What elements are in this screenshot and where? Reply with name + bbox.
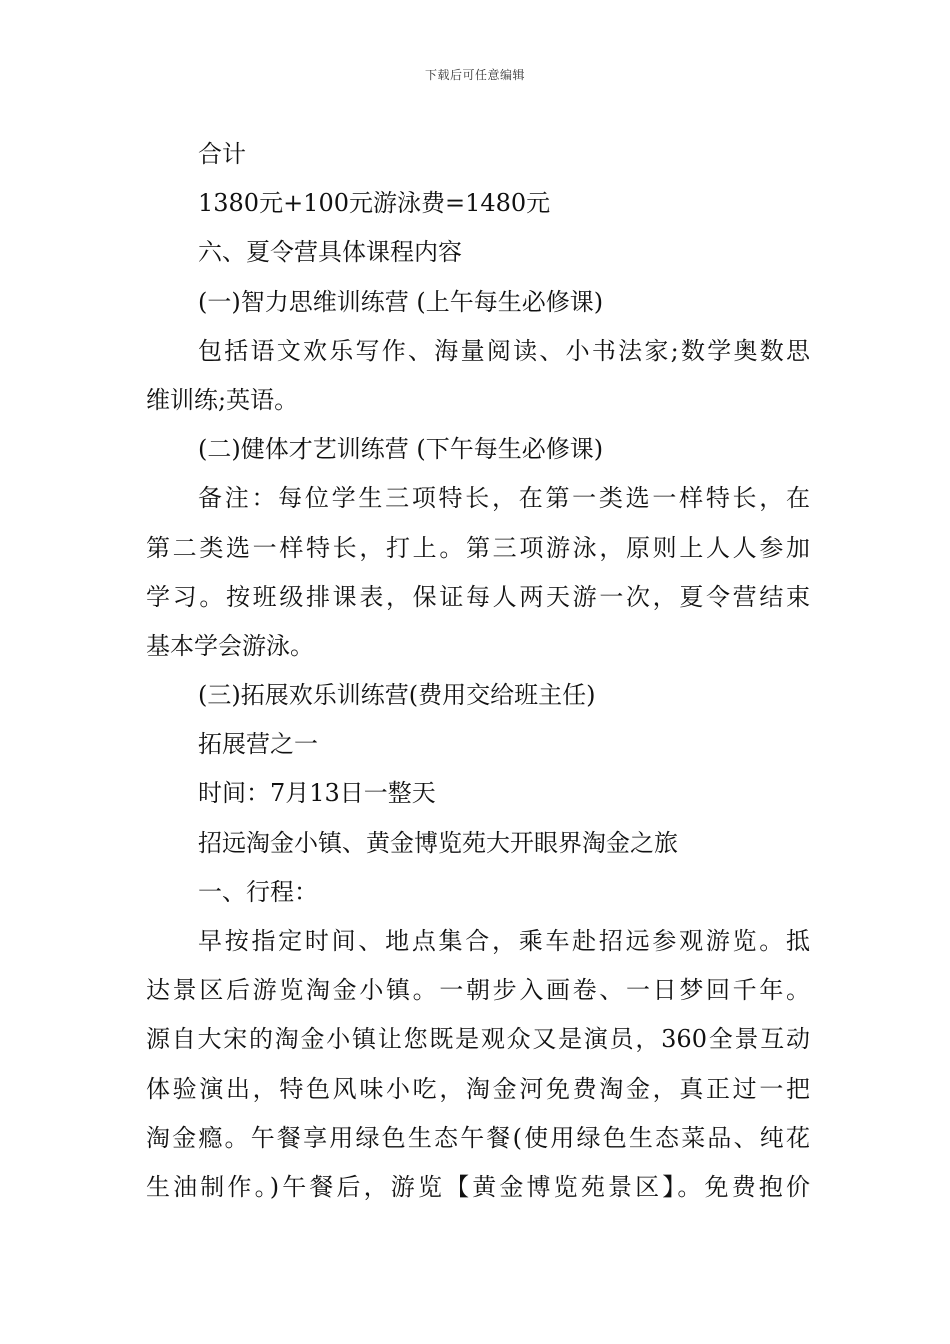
text-line: (二)健体才艺训练营 (下午每生必修课) <box>198 435 604 464</box>
text-line: 招远淘金小镇、黄金博览苑大开眼界淘金之旅 <box>198 828 678 857</box>
text-line: 1380元+100元游泳费=1480元 <box>198 189 551 218</box>
text-line: 基本学会游泳。 <box>146 631 314 660</box>
text-line: 包括语文欢乐写作、海量阅读、小书法家;数学奥数思 <box>198 336 810 365</box>
text-line: 早按指定时间、地点集合，乘车赴招远参观游览。抵 <box>198 927 810 955</box>
text-line: 合计 <box>198 140 246 168</box>
text-line: 备注：每位学生三项特长，在第一类选一样特长，在 <box>198 484 810 513</box>
text-line: 生油制作。)午餐后，游览【黄金博览苑景区】。免费抱价 <box>146 1172 810 1201</box>
text-line: 达景区后游览淘金小镇。一朝步入画卷、一日梦回千年。 <box>146 976 810 1005</box>
text-line: 淘金瘾。午餐享用绿色生态午餐(使用绿色生态菜品、纯花 <box>146 1123 810 1152</box>
text-line: (三)拓展欢乐训练营(费用交给班主任) <box>198 681 596 710</box>
text-line: 时间：7月13日一整天 <box>198 779 436 808</box>
text-line: (一)智力思维训练营 (上午每生必修课) <box>198 287 604 316</box>
text-line: 一、行程： <box>198 877 318 906</box>
text-line: 学习。按班级排课表，保证每人两天游一次，夏令营结束 <box>146 582 810 611</box>
text-line: 六、夏令营具体课程内容 <box>198 238 462 267</box>
text-line: 维训练;英语。 <box>146 385 299 414</box>
text-line: 拓展营之一 <box>198 730 318 759</box>
text-line: 第二类选一样特长，打上。第三项游泳，原则上人人参加 <box>146 533 810 562</box>
document-body <box>146 130 810 1212</box>
text-line: 体验演出，特色风味小吃，淘金河免费淘金，真正过一把 <box>146 1074 810 1103</box>
page-header: 下载后可任意编辑 <box>424 68 525 82</box>
text-line: 源自大宋的淘金小镇让您既是观众又是演员，360全景互动 <box>146 1025 810 1054</box>
